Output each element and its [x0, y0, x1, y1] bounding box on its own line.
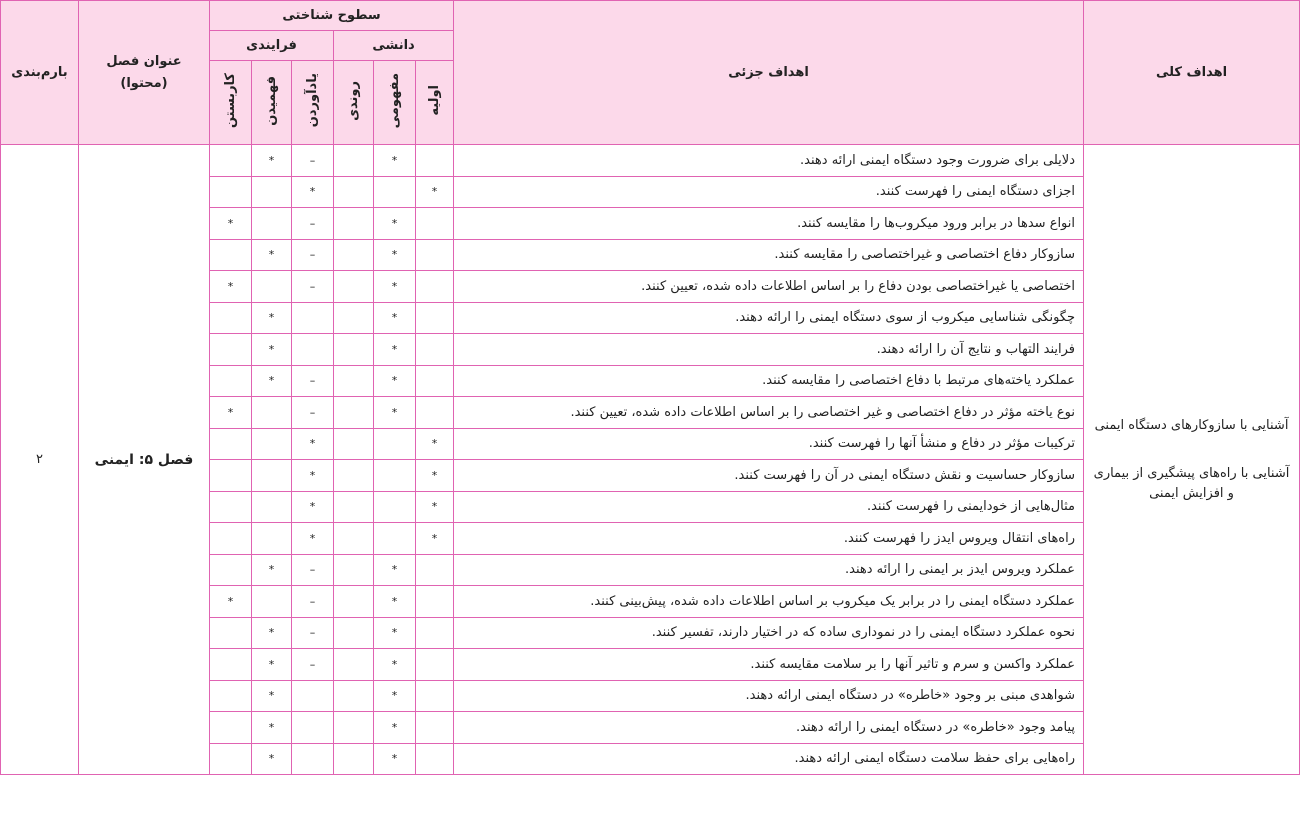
- specific-goal: عملکرد ویروس ایدز بر ایمنی را ارائه دهند.: [454, 554, 1084, 586]
- level-mark-k2: *: [374, 617, 416, 649]
- header-k-conceptual-text: مفهومی: [387, 72, 403, 129]
- specific-goal: مثال‌هایی از خودایمنی را فهرست کنند.: [454, 491, 1084, 523]
- level-mark-k1: [416, 365, 454, 397]
- level-mark-k2: *: [374, 586, 416, 618]
- level-mark-p1: [292, 712, 334, 744]
- specific-goal: دلایلی برای ضرورت وجود دستگاه ایمنی ارائه دهند.: [454, 145, 1084, 177]
- level-mark-p2: *: [252, 302, 292, 334]
- level-mark-p3: [210, 712, 252, 744]
- level-mark-k1: [416, 586, 454, 618]
- specific-goal: سازوکار حساسیت و نقش دستگاه ایمنی در آن را فهرست کنند.: [454, 460, 1084, 492]
- level-mark-p1: –: [292, 208, 334, 240]
- level-mark-k1: [416, 554, 454, 586]
- general-goal-item: آشنایی با راه‌های پیشگیری از بیماری و افزایش ایمنی: [1093, 465, 1290, 501]
- level-mark-k1: [416, 712, 454, 744]
- level-mark-p3: [210, 491, 252, 523]
- level-mark-k2: [374, 176, 416, 208]
- level-mark-k3: [334, 743, 374, 775]
- level-mark-p3: [210, 334, 252, 366]
- level-mark-p3: *: [210, 208, 252, 240]
- level-mark-p2: *: [252, 712, 292, 744]
- level-mark-p3: [210, 680, 252, 712]
- level-mark-k2: *: [374, 554, 416, 586]
- level-mark-k3: [334, 680, 374, 712]
- level-mark-p2: *: [252, 617, 292, 649]
- header-chapter-title-text: عنوان فصل (محتوا): [106, 53, 182, 91]
- specific-goal: عملکرد یاخته‌های مرتبط با دفاع اختصاصی را مقایسه کنند.: [454, 365, 1084, 397]
- level-mark-k2: *: [374, 208, 416, 240]
- level-mark-p2: *: [252, 649, 292, 681]
- level-mark-p2: *: [252, 554, 292, 586]
- level-mark-k3: [334, 523, 374, 555]
- level-mark-k3: [334, 397, 374, 429]
- level-mark-p1: –: [292, 617, 334, 649]
- level-mark-k3: [334, 649, 374, 681]
- specific-goal: اختصاصی یا غیراختصاصی بودن دفاع را بر اساس اطلاعات داده شده، تعیین کنند.: [454, 271, 1084, 303]
- level-mark-k1: [416, 334, 454, 366]
- objectives-body: [1, 145, 1300, 775]
- level-mark-k3: [334, 239, 374, 271]
- level-mark-k2: [374, 523, 416, 555]
- level-mark-p3: [210, 145, 252, 177]
- level-mark-k3: [334, 491, 374, 523]
- specific-goal: عملکرد دستگاه ایمنی را در برابر یک میکروب بر اساس اطلاعات داده شده، پیش‌بینی کنند.: [454, 586, 1084, 618]
- level-mark-p2: [252, 523, 292, 555]
- header-p-recall: [292, 61, 334, 145]
- header-k-basic: [416, 61, 454, 145]
- level-mark-p1: *: [292, 523, 334, 555]
- header-p-understand-text: فهمیدن: [264, 75, 280, 126]
- header-p-use: [210, 61, 252, 145]
- level-mark-k2: *: [374, 239, 416, 271]
- level-mark-p1: [292, 743, 334, 775]
- level-mark-p2: *: [252, 680, 292, 712]
- level-mark-k3: [334, 271, 374, 303]
- level-mark-p1: –: [292, 239, 334, 271]
- level-mark-p3: *: [210, 586, 252, 618]
- level-mark-k2: *: [374, 680, 416, 712]
- specific-goal: شواهدی مبنی بر وجود «خاطره» در دستگاه ایمنی ارائه دهند.: [454, 680, 1084, 712]
- score-value: ۲: [1, 145, 79, 775]
- level-mark-p1: –: [292, 554, 334, 586]
- level-mark-p1: [292, 334, 334, 366]
- header-k-basic-text: اولیه: [427, 85, 443, 116]
- level-mark-k2: [374, 428, 416, 460]
- level-mark-k1: *: [416, 176, 454, 208]
- specific-goal: پیامد وجود «خاطره» در دستگاه ایمنی را ارائه دهند.: [454, 712, 1084, 744]
- table-row: [1, 145, 1300, 177]
- level-mark-k2: *: [374, 271, 416, 303]
- level-mark-k2: *: [374, 302, 416, 334]
- level-mark-k1: [416, 145, 454, 177]
- level-mark-k1: *: [416, 460, 454, 492]
- level-mark-p1: [292, 302, 334, 334]
- level-mark-k3: [334, 302, 374, 334]
- specific-goal: راه‌های انتقال ویروس ایدز را فهرست کنند.: [454, 523, 1084, 555]
- level-mark-p3: *: [210, 271, 252, 303]
- level-mark-p2: *: [252, 145, 292, 177]
- level-mark-k2: [374, 460, 416, 492]
- header-score: بارم‌بندی: [1, 1, 79, 145]
- level-mark-p3: [210, 523, 252, 555]
- level-mark-k1: *: [416, 491, 454, 523]
- level-mark-k1: [416, 617, 454, 649]
- level-mark-p1: *: [292, 176, 334, 208]
- level-mark-p2: [252, 460, 292, 492]
- header-general-goals: اهداف کلی: [1084, 1, 1300, 145]
- level-mark-p3: [210, 460, 252, 492]
- level-mark-p2: *: [252, 239, 292, 271]
- header-knowledge: دانشی: [334, 31, 454, 61]
- header-p-use-text: کاربستن: [223, 72, 238, 129]
- level-mark-k3: [334, 176, 374, 208]
- level-mark-k2: [374, 491, 416, 523]
- level-mark-p2: [252, 176, 292, 208]
- level-mark-p1: –: [292, 397, 334, 429]
- header-p-understand: [252, 61, 292, 145]
- level-mark-p1: *: [292, 491, 334, 523]
- level-mark-k3: [334, 460, 374, 492]
- header-k-procedural: [334, 61, 374, 145]
- header-p-recall-text: یادآوردن: [305, 73, 321, 128]
- level-mark-k1: *: [416, 523, 454, 555]
- level-mark-k3: [334, 617, 374, 649]
- level-mark-k1: [416, 743, 454, 775]
- level-mark-k1: [416, 680, 454, 712]
- level-mark-p2: *: [252, 743, 292, 775]
- level-mark-p2: [252, 491, 292, 523]
- specific-goal: عملکرد واکسن و سرم و تاثیر آنها را بر سلامت مقایسه کنند.: [454, 649, 1084, 681]
- level-mark-k2: *: [374, 397, 416, 429]
- specific-goal: سازوکار دفاع اختصاصی و غیراختصاصی را مقایسه کنند.: [454, 239, 1084, 271]
- level-mark-p1: *: [292, 460, 334, 492]
- level-mark-k3: [334, 712, 374, 744]
- specific-goal: ترکیبات مؤثر در دفاع و منشأ آنها را فهرست کنند.: [454, 428, 1084, 460]
- level-mark-p3: [210, 428, 252, 460]
- general-goal-item: آشنایی با سازوکارهای دستگاه ایمنی: [1094, 417, 1289, 433]
- level-mark-p1: [292, 680, 334, 712]
- level-mark-k2: *: [374, 334, 416, 366]
- header-k-conceptual: [374, 61, 416, 145]
- level-mark-k3: [334, 586, 374, 618]
- level-mark-p1: –: [292, 365, 334, 397]
- level-mark-p3: [210, 365, 252, 397]
- level-mark-p3: *: [210, 397, 252, 429]
- level-mark-k3: [334, 428, 374, 460]
- level-mark-k1: [416, 302, 454, 334]
- level-mark-k1: *: [416, 428, 454, 460]
- level-mark-k2: *: [374, 712, 416, 744]
- specific-goal: فرایند التهاب و نتایج آن را ارائه دهند.: [454, 334, 1084, 366]
- level-mark-k1: [416, 271, 454, 303]
- specific-goal: انواع سدها در برابر ورود میکروب‌ها را مقایسه کنند.: [454, 208, 1084, 240]
- level-mark-k2: *: [374, 649, 416, 681]
- level-mark-k1: [416, 239, 454, 271]
- level-mark-k2: *: [374, 365, 416, 397]
- level-mark-p2: [252, 208, 292, 240]
- level-mark-p2: [252, 428, 292, 460]
- level-mark-p3: [210, 176, 252, 208]
- level-mark-p2: [252, 586, 292, 618]
- chapter-title: فصل ۵: ایمنی: [79, 145, 210, 775]
- level-mark-p3: [210, 617, 252, 649]
- level-mark-p1: –: [292, 649, 334, 681]
- level-mark-p1: –: [292, 586, 334, 618]
- level-mark-p2: [252, 271, 292, 303]
- level-mark-p3: [210, 743, 252, 775]
- level-mark-k2: *: [374, 743, 416, 775]
- header-k-procedural-text: روندی: [346, 80, 362, 121]
- header-specific-goals: اهداف جزئی: [454, 1, 1084, 145]
- level-mark-k3: [334, 365, 374, 397]
- level-mark-k3: [334, 554, 374, 586]
- level-mark-k3: [334, 208, 374, 240]
- level-mark-k1: [416, 397, 454, 429]
- level-mark-k3: [334, 145, 374, 177]
- header-cognitive-levels: سطوح شناختی: [210, 1, 454, 31]
- specific-goal: راه‌هایی برای حفظ سلامت دستگاه ایمنی ارائه دهند.: [454, 743, 1084, 775]
- specific-goal: نحوه عملکرد دستگاه ایمنی را در نموداری ساده که در اختیار دارند، تفسیر کنند.: [454, 617, 1084, 649]
- level-mark-p3: [210, 302, 252, 334]
- level-mark-k1: [416, 649, 454, 681]
- level-mark-k2: *: [374, 145, 416, 177]
- level-mark-p2: *: [252, 365, 292, 397]
- level-mark-p2: [252, 397, 292, 429]
- level-mark-p2: *: [252, 334, 292, 366]
- header-process: فرایندی: [210, 31, 334, 61]
- header-chapter-title: [79, 1, 210, 145]
- level-mark-p3: [210, 649, 252, 681]
- level-mark-k3: [334, 334, 374, 366]
- level-mark-p1: –: [292, 145, 334, 177]
- level-mark-p3: [210, 554, 252, 586]
- level-mark-k1: [416, 208, 454, 240]
- specific-goal: نوع یاخته مؤثر در دفاع اختصاصی و غیر اختصاصی را بر اساس اطلاعات داده شده، تعیین کنند.: [454, 397, 1084, 429]
- specific-goal: چگونگی شناسایی میکروب از سوی دستگاه ایمنی را ارائه دهند.: [454, 302, 1084, 334]
- level-mark-p3: [210, 239, 252, 271]
- level-mark-p1: –: [292, 271, 334, 303]
- general-goals-cell: [1084, 145, 1300, 775]
- level-mark-p1: *: [292, 428, 334, 460]
- specific-goal: اجزای دستگاه ایمنی را فهرست کنند.: [454, 176, 1084, 208]
